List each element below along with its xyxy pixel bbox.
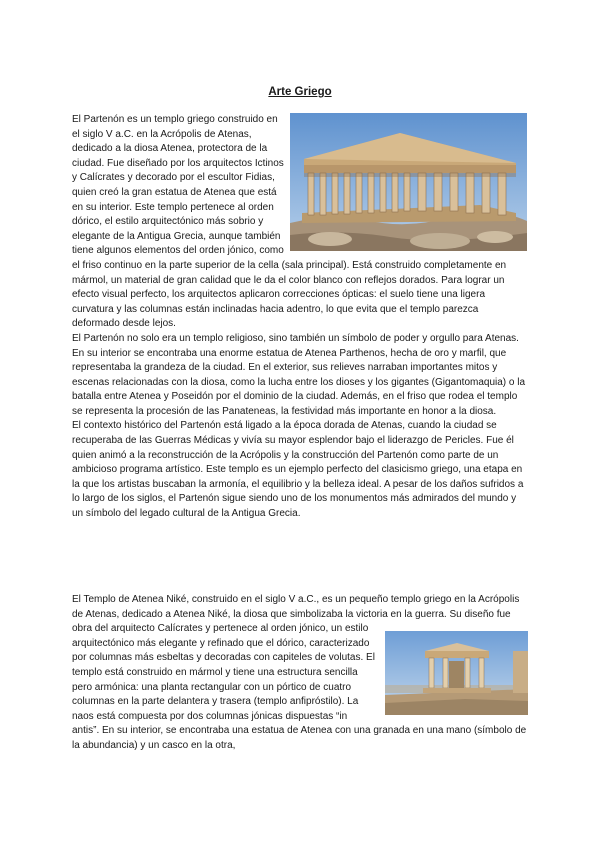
paragraph: El contexto histórico del Partenón está ligado a la época dorada de Atenas, cuando la ciudad se recuperaba de las Guerras Médicas y vivía su mayor esplendor bajo el liderazgo de Pericles. Fue él quien animó a la reconstrucción de la Acrópolis y la construcción del Partenón como parte de un ambicioso programa artístico. Este templo es un ejemplo perfecto del clasicismo griego, una etapa en la que los artistas buscaban la armonía, el equilibrio y la belleza ideal. A pesar de los daños sufridos a lo largo de los siglos, el Partenón sigue siendo uno de los monumentos más admirados del mundo y un símbolo del legado cultural de la Antigua Grecia. [72, 420, 524, 520]
document-title: Arte Griego [268, 86, 332, 98]
parthenon-photo [290, 113, 527, 251]
paragraph: El Templo de Atenea Niké, construido en el siglo V a.C., es un pequeño templo griego en la Acrópolis de Atenas, dedicado a Atenea Niké, la diosa que simbolizaba la victoria en la guerra. Su diseño fue obra del arquitecto Calícrates y pertenece al orden jónico, un estilo arquitectónico más elegante y refinado que el dórico, caracterizado por columnas más esbeltas y decoradas con capiteles de volutas. El templo está construido en mármol y tiene una estructura sencilla pero armónica: una planta rectangular con un pórtico de cuatro columnas en la parte delantera y trasera (templo anfipróstilo). La naos está compuesta por dos columnas jónicas dispuestas “in antis”. En su interior, se encontraba una estatua de Atenea con una granada en una mano (símbolo de la abundancia) y un casco en la otra, [72, 594, 527, 751]
section-parthenon [72, 113, 528, 522]
section-athena-nike [72, 593, 528, 754]
paragraph: El Partenón no solo era un templo religioso, sino también un símbolo de poder y orgullo para Atenas. En su interior se encontraba una enorme estatua de Atenea Parthenos, hecha de oro y marfil, que representaba la grandeza de la ciudad. En el exterior, sus relieves narraban importantes mitos y escenas relacionadas con la diosa, como la lucha entre los dioses y los gigantes (Gigantomaquia) o la batalla entre Atenea y Poseidón por el dominio de la ciudad. Además, en el friso que rodea el templo se representa la procesión de las Panateneas, la festividad más importante en honor a la diosa. [72, 332, 526, 417]
athena-nike-photo [385, 631, 528, 715]
paragraph: El Partenón es un templo griego construido en el siglo V a.C. en la Acrópolis de Atenas, dedicado a la diosa Atenea, protectora de la ciudad. Fue diseñado por los arquitectos Ictinos y Calícrates y decorado por el escultor Fidias, quien creó la gran estatua de Atenea que está en su interior. Este templo pertenece al orden dórico, el estilo arquitectónico más sobrio y elegante de la Antigua Grecia, aunque también tiene algunos elementos del orden jónico, como el friso continuo en la parte superior de la cella (sala principal). Está construido completamente en mármol, un material de gran calidad que le da el color blanco con reflejos dorados. Para lograr un efecto visual perfecto, los arquitectos aplicaron correcciones ópticas: el suelo tiene una ligera curvatura y las columnas están inclinadas hacia adentro, lo que evita que el templo parezca deformado desde lejos. [72, 114, 507, 330]
